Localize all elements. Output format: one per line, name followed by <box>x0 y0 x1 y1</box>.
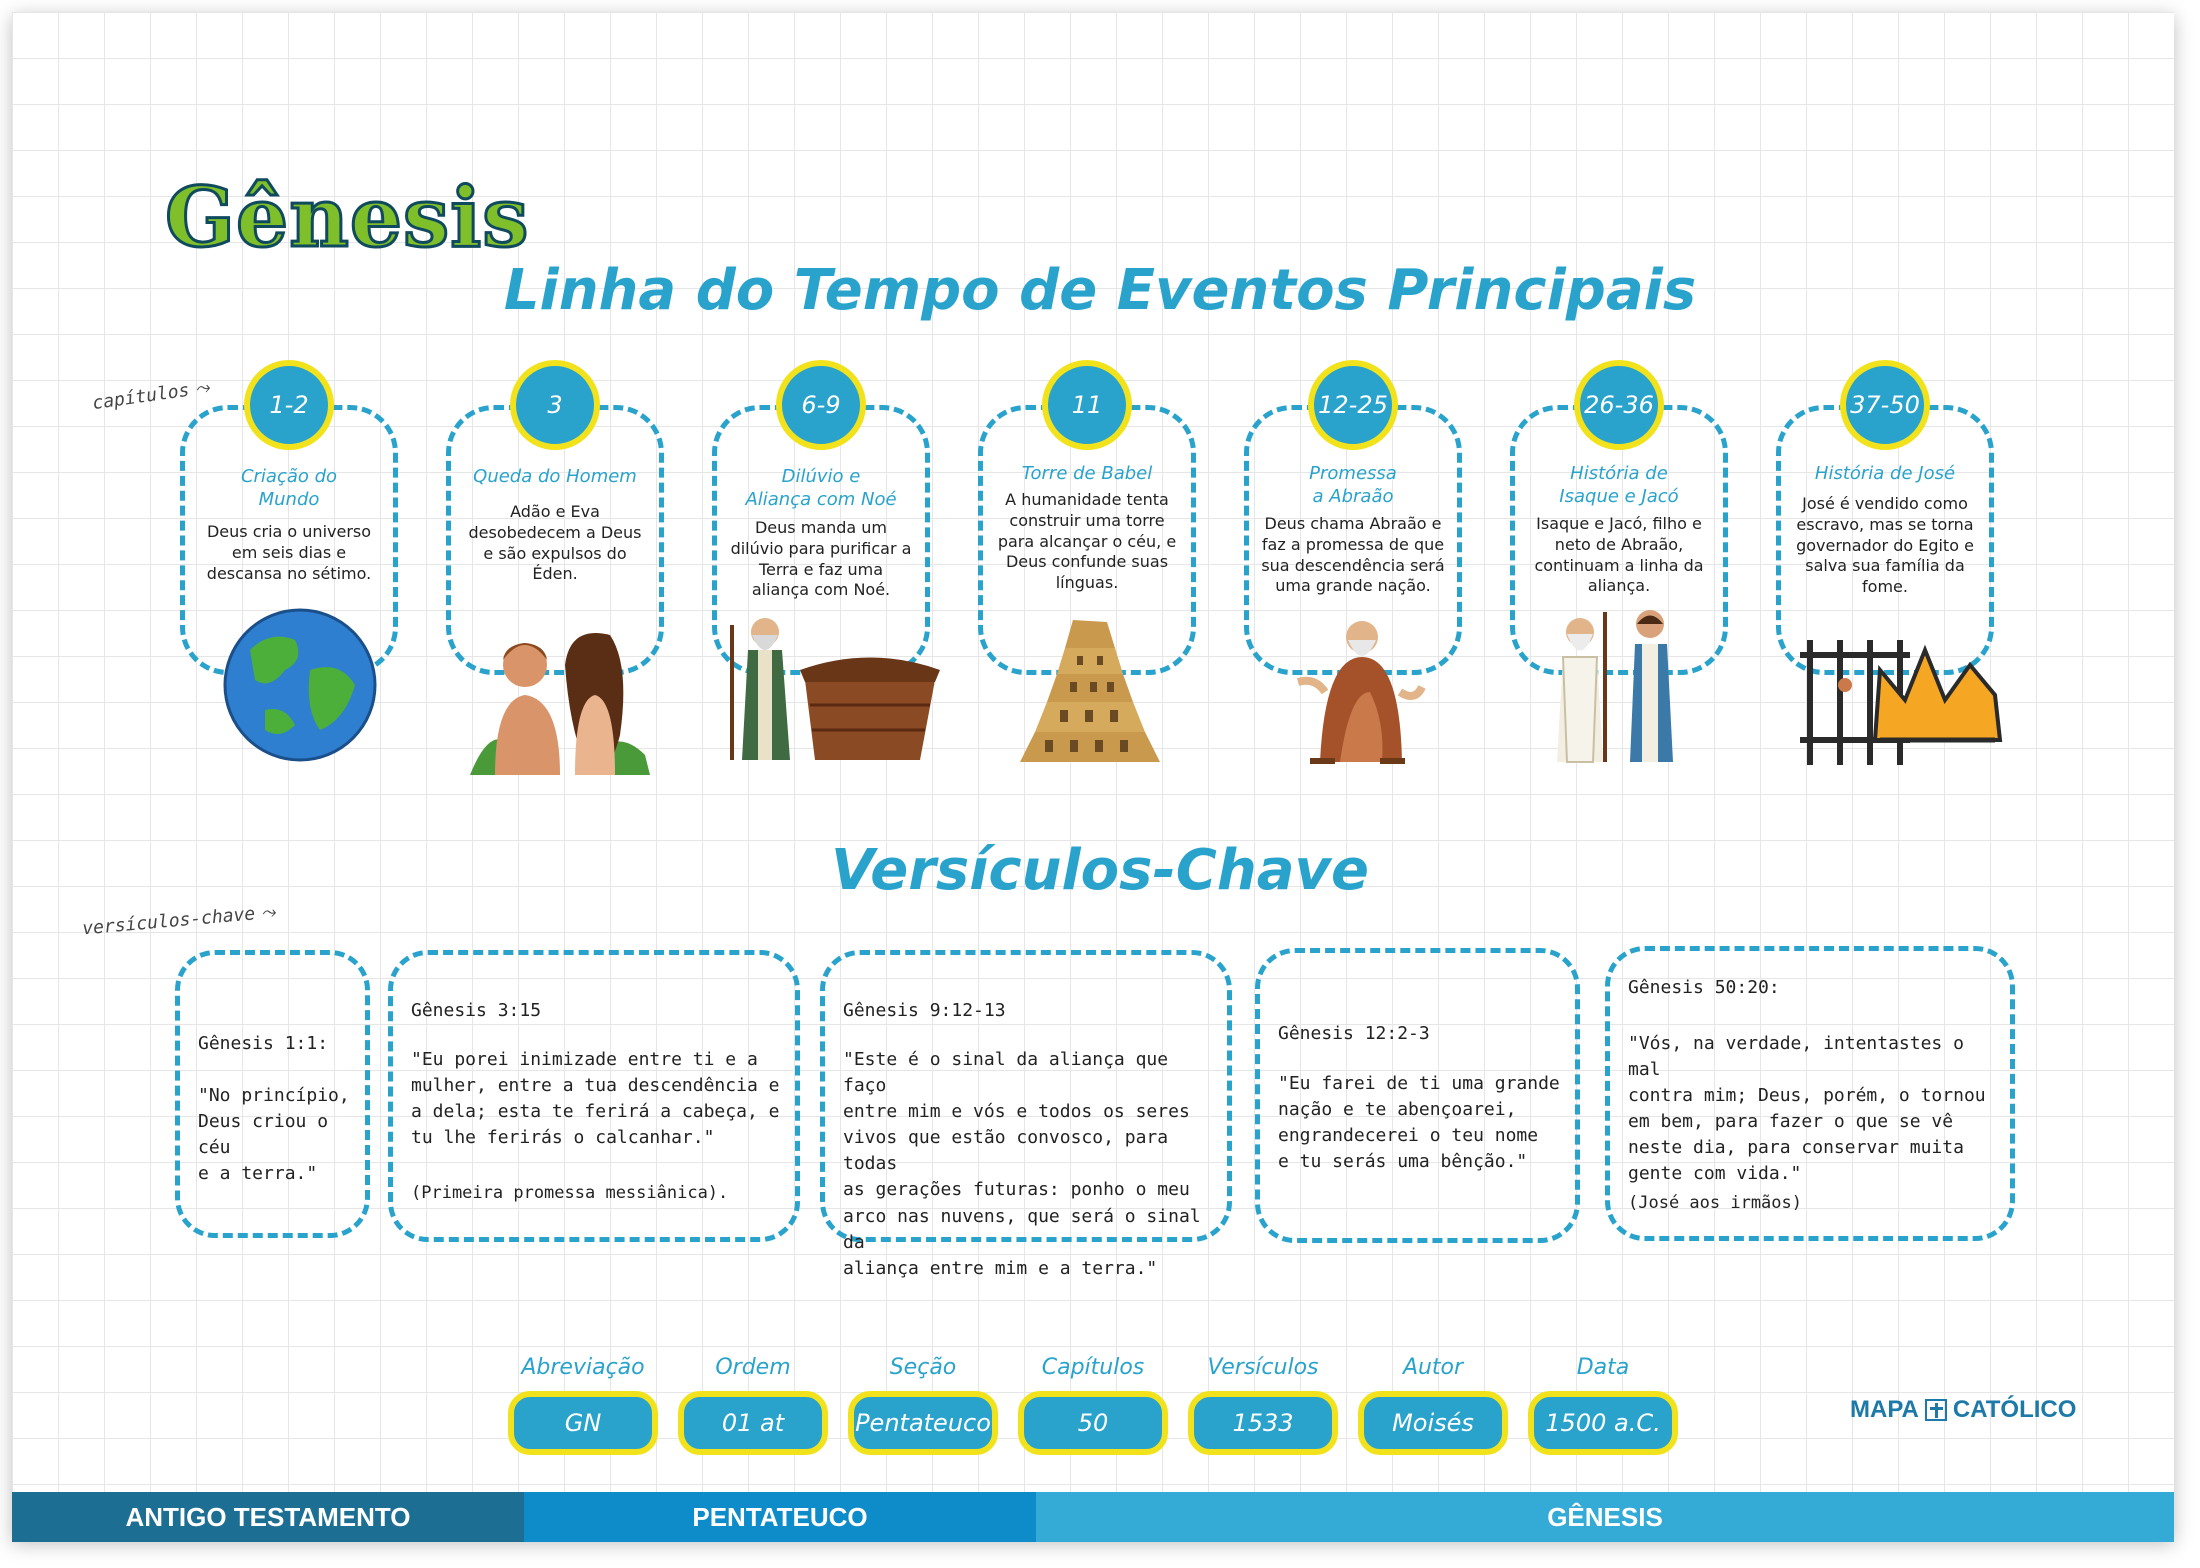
event-title: História de Isaque e Jacó <box>1559 463 1679 508</box>
footer-bar <box>12 1492 2174 1542</box>
verse-card-2 <box>388 950 800 1242</box>
verse-comment: (José aos irmãos) <box>1628 1193 1802 1213</box>
page-title: Gênesis <box>165 170 530 266</box>
info-label: Abreviação <box>521 1355 645 1380</box>
info-label: Versículos <box>1207 1355 1319 1380</box>
info-value: 1500 a.C. <box>1528 1391 1678 1455</box>
info-value: 01 at <box>678 1391 828 1455</box>
verse-card-1 <box>175 950 370 1238</box>
info-verses <box>1188 1355 1338 1455</box>
footer-testament: ANTIGO TESTAMENTO <box>12 1492 524 1542</box>
tower-of-babel-icon <box>1015 612 1165 767</box>
verse-comment: (Primeira promessa messiânica). <box>411 1183 729 1203</box>
adam-and-eve-icon <box>470 615 650 785</box>
verse-reference: Gênesis 3:15 <box>411 1000 542 1021</box>
chapter-badge: 12-25 <box>1308 360 1398 450</box>
noah-ark-icon <box>720 610 940 765</box>
timeline-title: Linha do Tempo de Eventos Principais <box>503 258 1697 323</box>
info-order <box>678 1355 828 1455</box>
info-author <box>1358 1355 1508 1455</box>
verse-card-4 <box>1255 948 1580 1243</box>
info-value: 50 <box>1018 1391 1168 1455</box>
info-value: GN <box>508 1391 658 1455</box>
footer-section: PENTATEUCO <box>524 1492 1036 1542</box>
info-abbreviation <box>508 1355 658 1455</box>
event-title: Promessa a Abraão <box>1309 463 1397 508</box>
verse-text: "Eu porei inimizade entre ti e a mulher, entre a tua descendência e a dela; esta te ferirá a cabeça, e tu lhe ferirás o calcanhar." <box>411 1049 780 1149</box>
chapter-badge: 3 <box>510 360 600 450</box>
event-description: A humanidade tenta construir uma torre para alcançar o céu, e Deus confunde suas línguas. <box>997 490 1177 593</box>
verse-text: "No princípio, Deus criou o céu e a terra." <box>198 1085 350 1185</box>
verse-card-5 <box>1605 946 2015 1241</box>
verse-reference: Gênesis 1:1: <box>198 1033 329 1054</box>
event-description: Adão e Eva desobedecem a Deus e são expulsos do Éden. <box>468 502 642 584</box>
verse-text: "Vós, na verdade, intentastes o mal contra mim; Deus, porém, o tornou em bem, para fazer o que se vê neste dia, para conservar muita gente com vida." <box>1628 1033 1986 1185</box>
event-title: Criação do Mundo <box>240 466 338 511</box>
verse-text: "Este é o sinal da aliança que faço entre mim e vós e todos os seres vivos que estão convosco, para todas as gerações futuras: ponho o meu arco nas nuvens, que será o sinal da aliança entre mim e a terra." <box>843 1049 1201 1279</box>
chapter-badge: 11 <box>1042 360 1132 450</box>
event-title: História de José <box>1814 463 1956 484</box>
verse-text: "Eu farei de ti uma grande nação e te abençoarei, engrandecerei o teu nome e tu serás uma bênção." <box>1278 1073 1560 1173</box>
event-title: Queda do Homem <box>473 466 637 487</box>
info-chapters <box>1018 1355 1168 1455</box>
arrow-icon: ⤳ <box>260 901 277 924</box>
event-description: Isaque e Jacó, filho e neto de Abraão, continuam a linha da aliança. <box>1534 514 1704 596</box>
event-description: Deus manda um dilúvio para purificar a Terra e faz uma aliança com Noé. <box>730 518 912 600</box>
info-label: Autor <box>1402 1355 1464 1380</box>
info-value: Moisés <box>1358 1391 1508 1455</box>
verse-reference: Gênesis 12:2-3 <box>1278 1023 1430 1044</box>
info-label: Data <box>1576 1355 1630 1380</box>
event-title: Torre de Babel <box>1021 463 1153 484</box>
info-label: Seção <box>889 1355 957 1380</box>
key-verses-title: Versículos-Chave <box>831 838 1369 903</box>
event-description: Deus chama Abraão e faz a promessa de que sua descendência será uma grande nação. <box>1261 514 1445 596</box>
chapter-badge: 37-50 <box>1840 360 1930 450</box>
isaac-and-jacob-icon <box>1545 602 1695 772</box>
brand-left: MAPA <box>1850 1396 1919 1423</box>
abraham-icon <box>1290 612 1430 767</box>
earth-globe-icon <box>210 600 390 770</box>
verse-card-3 <box>820 950 1232 1279</box>
info-section <box>848 1355 998 1455</box>
brand-logo <box>1850 1396 2076 1424</box>
event-card-7 <box>1776 391 1994 675</box>
info-value: 1533 <box>1188 1391 1338 1455</box>
verses-note-label: versículos-chave <box>81 903 257 940</box>
event-title: Dilúvio e Aliança com Noé <box>745 466 897 511</box>
prison-and-crown-icon <box>1800 640 2010 770</box>
info-date <box>1528 1355 1678 1455</box>
chapter-badge: 1-2 <box>244 360 334 450</box>
event-description: Deus cria o universo em seis dias e descansa no sétimo. <box>206 522 372 583</box>
info-label: Capítulos <box>1041 1355 1145 1380</box>
arrow-icon: ⤳ <box>193 376 211 400</box>
chapters-note-label: capítulos <box>91 379 191 415</box>
info-label: Ordem <box>715 1355 791 1380</box>
cross-icon <box>1925 1399 1947 1421</box>
chapter-badge: 6-9 <box>776 360 866 450</box>
chapter-badge: 26-36 <box>1574 360 1664 450</box>
brand-right: CATÓLICO <box>1952 1396 2077 1423</box>
footer-book: GÊNESIS <box>1036 1492 2174 1542</box>
verse-reference: Gênesis 9:12-13 <box>843 1000 1006 1021</box>
info-value: Pentateuco <box>848 1391 998 1455</box>
verse-reference: Gênesis 50:20: <box>1628 977 1780 998</box>
event-description: José é vendido como escravo, mas se torna governador do Egito e salva sua família da fome. <box>1796 494 1974 597</box>
